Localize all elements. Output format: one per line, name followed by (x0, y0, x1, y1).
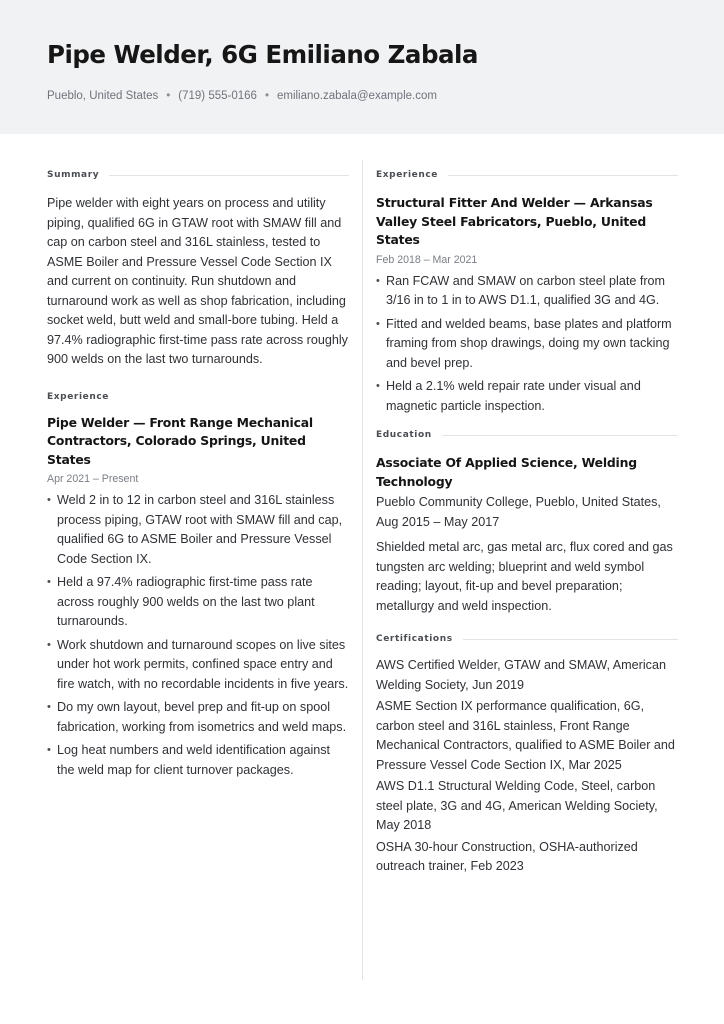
job-bullets (47, 491, 349, 780)
experience-section (376, 168, 678, 416)
certifications-heading: Certifications (376, 634, 453, 645)
summary-section (47, 168, 349, 370)
location: Pueblo, United States (47, 90, 159, 102)
experience-heading: Experience (376, 170, 438, 180)
list-item: AWS Certified Welder, GTAW and SMAW, American Welding Society, Jun 2019 (376, 658, 666, 692)
list-item: • Ran FCAW and SMAW on carbon steel plate from 3/16 in to 1 in to AWS D1.1, qualified 3G and 4G. (376, 272, 678, 311)
list-item: • Work shutdown and turnaround scopes on live sites under hot work permits, confined space entry and fire watch, with no recordable incidents in five years. (47, 636, 349, 695)
education-section (376, 428, 678, 616)
experience-section (47, 390, 349, 781)
job-title: Pipe Welder — Front Range Mechanical Contractors, Colorado Springs, United States (47, 414, 313, 467)
separator-dot: • (264, 90, 269, 102)
school-info: Pueblo Community College, Pueblo, United States, Aug 2015 – May 2017 (376, 495, 661, 529)
certification-list (376, 656, 678, 877)
column-divider (362, 160, 363, 980)
education-heading: Education (376, 430, 432, 441)
email[interactable]: emiliano.zabala@example.com (276, 90, 437, 102)
list-item: • Held a 2.1% weld repair rate under visual and magnetic particle inspection. (376, 377, 678, 416)
phone: (719) 555-0166 (178, 90, 257, 102)
contact-line (47, 90, 437, 102)
resume-header (0, 0, 724, 134)
section-heading (47, 168, 349, 182)
job-bullets (376, 272, 678, 417)
job-title: Structural Fitter And Welder — Arkansas Valley Steel Fabricators, Pueblo, United States (376, 195, 653, 248)
job-date: Apr 2021 – Present (47, 473, 139, 486)
candidate-name: Pipe Welder, 6G Emiliano Zabala (47, 40, 478, 69)
list-item: • Log heat numbers and weld identification against the weld map for client turnover packages. (47, 741, 349, 780)
job-date: Feb 2018 – Mar 2021 (376, 253, 478, 266)
section-heading (376, 428, 678, 442)
section-rule (448, 175, 678, 176)
list-item: • Do my own layout, bevel prep and fit-up on spool fabrication, working from isometrics and weld maps. (47, 698, 349, 737)
list-item: AWS D1.1 Structural Welding Code, Steel, carbon steel plate, 3G and 4G, American Welding Society, May 2018 (376, 779, 658, 833)
list-item: • Held a 97.4% radiographic first-time pass rate across roughly 900 welds on the last two plant turnarounds. (47, 573, 349, 632)
list-item: • Fitted and welded beams, base plates and platform framing from shop drawings, doing my own tacking and bevel prep. (376, 315, 678, 374)
section-rule (109, 175, 349, 176)
section-heading (376, 168, 678, 182)
degree-title: Associate Of Applied Science, Welding Technology (376, 455, 637, 489)
right-column (376, 168, 678, 879)
certifications-section (376, 632, 678, 877)
list-item: OSHA 30-hour Construction, OSHA-authorized outreach trainer, Feb 2023 (376, 839, 638, 874)
list-item: ASME Section IX performance qualification, 6G, carbon steel and 316L stainless, Front Range Mechanical Contractors, qualified to ASME Boiler and Pressure Vessel Code Section IX, Mar 2025 (376, 699, 675, 772)
section-rule (442, 435, 678, 436)
section-rule (463, 639, 678, 640)
left-column (47, 168, 349, 784)
summary-text: Pipe welder with eight years on process and utility piping, qualified 6G in GTAW root with SMAW fill and cap on carbon steel and 316L stainless, tested to ASME Boiler and Pressure Vessel Code Section IX and current on continuity. Run shutdown and turnaround work as well as shop fabrication, including socket weld, butt weld and small-bore tubing. Held a 97.4% radiographic first-time pass rate across roughly 900 welds on the last two turnarounds. (47, 196, 348, 366)
separator-dot: • (166, 90, 171, 102)
list-item: • Weld 2 in to 12 in carbon steel and 316L stainless process piping, GTAW root with SMAW fill and cap, qualified 6G to ASME Boiler and Pressure Vessel Code Section IX. (47, 491, 349, 569)
summary-heading: Summary (47, 170, 100, 180)
experience-heading: Experience (47, 391, 109, 402)
section-heading (47, 390, 349, 404)
section-heading (376, 632, 678, 646)
education-details: Shielded metal arc, gas metal arc, flux cored and gas tungsten arc welding; blueprint and weld symbol reading; layout, fit-up and bevel preparation; metallurgy and weld inspection. (376, 540, 673, 613)
